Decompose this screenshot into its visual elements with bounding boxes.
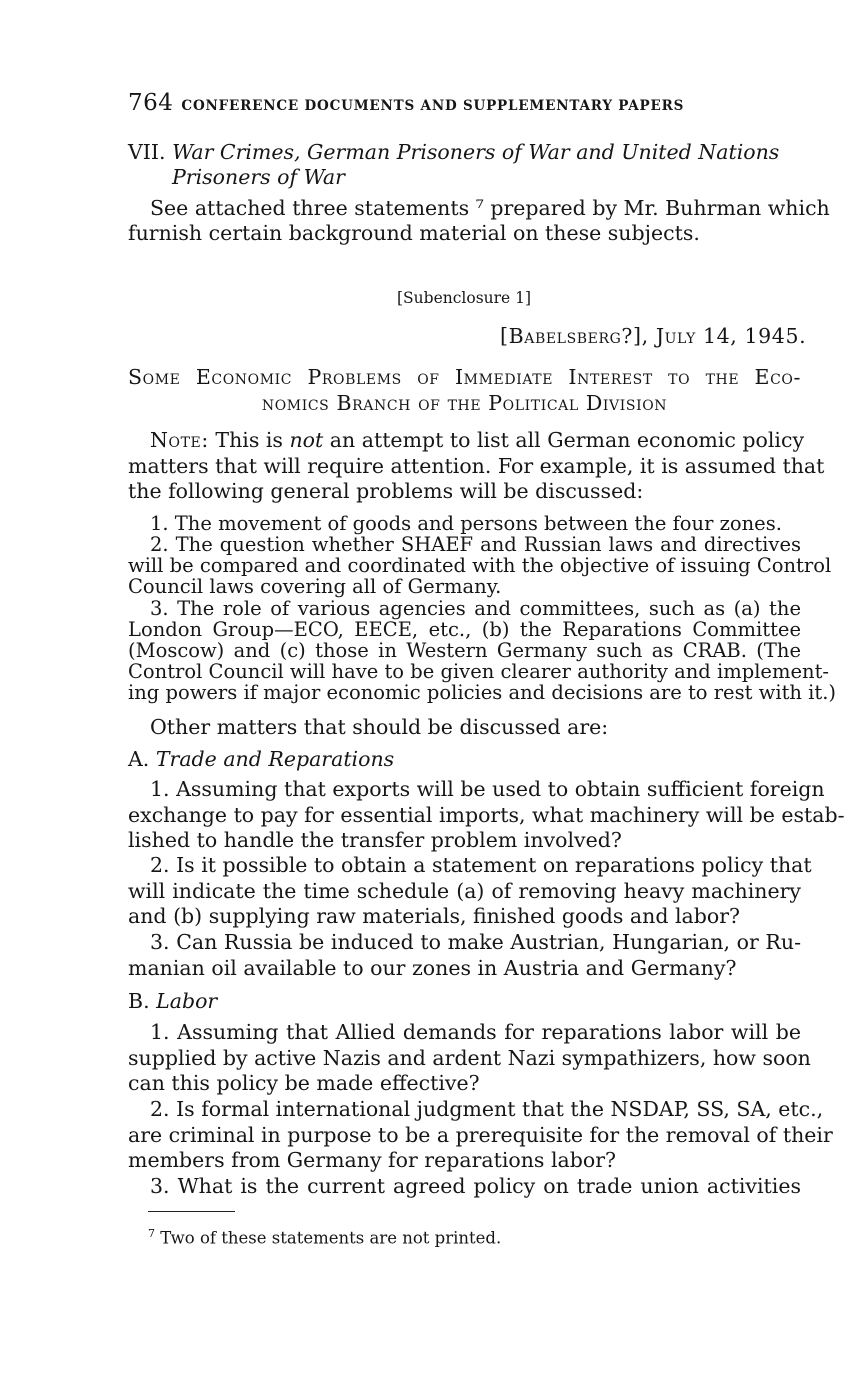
general-problem-3-cont2: (Moscow) and (c) those in Western Germany such as CRAB. (The [128,639,801,662]
heading-line1: Some Economic Problems of Immediate Interest to the Eco- [128,365,801,389]
footnote-marker: 7 [148,1227,155,1240]
general-problem-2-cont: will be compared and coordinated with the objective of issuing Control [128,554,832,577]
section-vii-title-line1: War Crimes, German Prisoners of War and United Nations [172,140,780,164]
section-vii-para-line1: See attached three statements ⁷ prepared by Mr. Buhrman which [150,196,830,220]
section-vii-title-line2: Prisoners of War [172,165,345,189]
section-vii-para-line2: furnish certain background material on these subjects. [128,221,700,245]
section-b-line: supplied by active Nazis and ardent Nazi sympathizers, how soon [128,1046,811,1070]
general-problem-1: 1. The movement of goods and persons between the four zones. [150,512,782,535]
section-b-line: 1. Assuming that Allied demands for reparations labor will be [150,1020,801,1044]
section-vii-title-cont [172,164,345,190]
section-b-line: are criminal in purpose to be a prerequisite for the removal of their [128,1123,833,1147]
general-problem-2: 2. The question whether SHAEF and Russian laws and directives [150,533,801,556]
section-vii-numeral: VII. [128,140,166,164]
section-a-letter: A. [128,747,150,771]
section-a-line: 1. Assuming that exports will be used to obtain sufficient foreign [150,777,825,801]
heading-line2: nomics Branch of the Political Division [261,391,668,415]
section-a-line: lished to handle the transfer problem involved? [128,828,622,852]
section-a-line: manian oil available to our zones in Austria and Germany? [128,956,737,980]
section-a-line: and (b) supplying raw materials, finished goods and labor? [128,904,740,928]
general-problem-3: 3. The role of various agencies and committees, such as (a) the [150,597,801,620]
section-b-line: members from Germany for reparations labor? [128,1148,617,1172]
footnote [148,1221,501,1252]
general-problem-3-end: ing powers if major economic policies and decisions are to rest with it.) [128,681,837,704]
section-a-line: 3. Can Russia be induced to make Austrian, Hungarian, or Ru- [150,930,801,954]
note-line3: the following general problems will be discussed: [128,479,644,503]
section-a-line: will indicate the time schedule (a) of removing heavy machinery [128,879,801,903]
section-b-line: 2. Is formal international judgment that the NSDAP, SS, SA, etc., [150,1097,824,1121]
footnote-rule [148,1211,235,1212]
section-vii-title [128,139,779,165]
subenclosure-label: [Subenclosure 1] [397,289,532,307]
note-line1: Note: This is not an attempt to list all German economic policy [150,428,805,452]
running-header [128,90,778,116]
section-b-title: Labor [156,989,218,1013]
note-emphasis: not [289,428,324,452]
note-line2: matters that will require attention. For example, it is assumed that [128,454,825,478]
section-b-letter: B. [128,989,150,1013]
section-a-title: Trade and Reparations [155,747,395,771]
section-b-line: can this policy be made effective? [128,1071,480,1095]
general-problem-3-cont3: Control Council will have to be given clearer authority and implement- [128,660,829,683]
footnote-text: Two of these statements are not printed. [160,1228,502,1248]
section-b-heading [128,988,217,1014]
running-title: CONFERENCE DOCUMENTS AND SUPPLEMENTARY PAPERS [181,98,685,114]
section-b-line: 3. What is the current agreed policy on trade union activities [150,1174,801,1198]
other-matters: Other matters that should be discussed are: [150,715,609,739]
dateline [500,323,807,349]
note-label: Note: [150,428,209,452]
section-a-heading [128,746,394,772]
section-a-line: 2. Is it possible to obtain a statement on reparations policy that [150,853,812,877]
page-number: 764 [128,90,174,116]
dateline-text: [Babelsberg?], July 14, 1945. [500,324,807,348]
general-problem-3-cont1: London Group—ECO, EECE, etc., (b) the Reparations Committee [128,618,801,641]
section-a-line: exchange to pay for essential imports, what machinery will be estab- [128,803,845,827]
general-problem-2-end: Council laws covering all of Germany. [128,575,502,598]
